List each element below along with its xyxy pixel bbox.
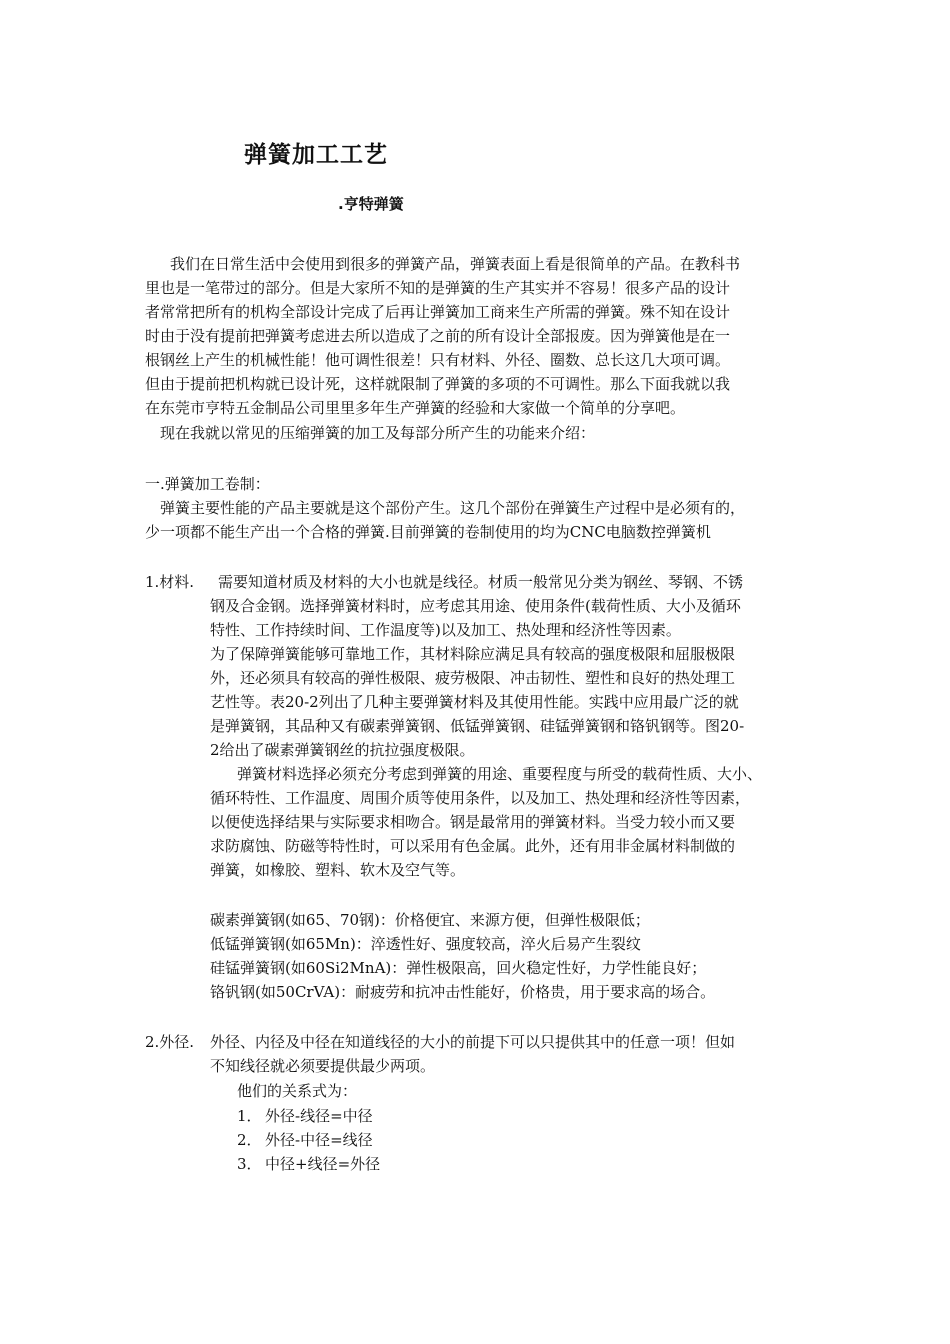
material-line: 循环特性、工作温度、周围介质等使用条件，以及加工、热处理和经济性等因素， xyxy=(210,789,751,807)
intro-line: 在东莞市亨特五金制品公司里里多年生产弹簧的经验和大家做一个简单的分享吧。 xyxy=(145,399,686,417)
section-line: 弹簧主要性能的产品主要就是这个部份产生。这几个部份在弹簧生产过程中是必须有的， xyxy=(160,499,746,517)
section-line: 少一项都不能生产出一个合格的弹簧.目前弹簧的卷制使用的均为CNC电脑数控弹簧机 xyxy=(145,523,711,541)
material-line: 艺性等。表20-2列出了几种主要弹簧材料及其使用性能。实践中应用最广泛的就 xyxy=(210,693,739,711)
formula-text: 中径+线径=外径 xyxy=(265,1155,381,1173)
intro-line: 现在我就以常见的压缩弹簧的加工及每部分所产生的功能来介绍： xyxy=(160,424,596,442)
relation-heading: 他们的关系式为： xyxy=(237,1082,358,1100)
material-line: 特性、工作持续时间、工作温度等)以及加工、热处理和经济性等因素。 xyxy=(210,621,681,639)
formula-text: 外径-线径=中径 xyxy=(265,1107,373,1125)
intro-line: 但由于提前把机构就已设计死，这样就限制了弹簧的多项的不可调性。那么下面我就以我 xyxy=(145,375,731,393)
intro-line: 者常常把所有的机构全部设计完成了后再让弹簧加工商来生产所需的弹簧。殊不知在设计 xyxy=(145,303,731,321)
material-line: 2给出了碳素弹簧钢丝的抗拉强度极限。 xyxy=(210,741,475,759)
diameter-line: 外径、内径及中径在知道线径的大小的前提下可以只提供其中的任意一项！但如 xyxy=(210,1033,736,1051)
material-label: 1.材料. xyxy=(145,573,195,591)
material-line: 为了保障弹簧能够可靠地工作，其材料除应满足具有较高的强度极限和屈服极限 xyxy=(210,645,736,663)
material-line: 弹簧材料选择必须充分考虑到弹簧的用途、重要程度与所受的载荷性质、大小、 xyxy=(237,765,763,783)
diameter-line: 不知线径就必须要提供最少两项。 xyxy=(210,1057,436,1075)
diameter-label: 2.外径. xyxy=(145,1033,195,1051)
material-line: 外，还必须具有较高的弹性极限、疲劳极限、冲击韧性、塑性和良好的热处理工 xyxy=(210,669,736,687)
intro-line: 根钢丝上产生的机械性能！他可调性很差！只有材料、外径、圈数、总长这几大项可调。 xyxy=(145,351,731,369)
formula-text: 外径-中径=线径 xyxy=(265,1131,373,1149)
material-type: 碳素弹簧钢(如65、70钢)：价格便宜、来源方便，但弹性极限低； xyxy=(210,911,650,929)
intro-line: 时由于没有提前把弹簧考虑进去所以造成了之前的所有设计全部报废。因为弹簧他是在一 xyxy=(145,327,731,345)
formula-number: 3． xyxy=(237,1155,262,1173)
material-type: 硅锰弹簧钢(如60Si2MnA)：弹性极限高，回火稳定性好，力学性能良好； xyxy=(210,959,707,977)
material-line: 钢及合金钢。选择弹簧材料时，应考虑其用途、使用条件(载荷性质、大小及循环 xyxy=(210,597,741,615)
formula-number: 1． xyxy=(237,1107,262,1125)
intro-line: 我们在日常生活中会使用到很多的弹簧产品，弹簧表面上看是很简单的产品。在教科书 xyxy=(170,255,741,273)
material-line: 以便使选择结果与实际要求相吻合。钢是最常用的弹簧材料。当受力较小而又要 xyxy=(210,813,736,831)
formula-number: 2． xyxy=(237,1131,262,1149)
intro-line: 里也是一笔带过的部分。但是大家所不知的是弹簧的生产其实并不容易！很多产品的设计 xyxy=(145,279,731,297)
material-line: 是弹簧钢，其品种又有碳素弹簧钢、低锰弹簧钢、硅锰弹簧钢和铬钒钢等。图20- xyxy=(210,717,745,735)
material-type: 低锰弹簧钢(如65Mn)：淬透性好、强度较高，淬火后易产生裂纹 xyxy=(210,935,641,953)
material-line: 弹簧，如橡胶、塑料、软木及空气等。 xyxy=(210,861,466,879)
material-line: 需要知道材质及材料的大小也就是线径。材质一般常见分类为钢丝、琴钢、不锈 xyxy=(218,573,744,591)
section-heading: 一.弹簧加工卷制： xyxy=(145,475,270,493)
material-line: 求防腐蚀、防磁等特性时，可以采用有色金属。此外，还有用非金属材料制做的 xyxy=(210,837,736,855)
material-type: 铬钒钢(如50CrVA)：耐疲劳和抗冲击性能好，价格贵，用于要求高的场合。 xyxy=(210,983,716,1001)
document-subtitle: .亨特弹簧 xyxy=(338,195,404,213)
document-title: 弹簧加工工艺 xyxy=(244,142,388,168)
